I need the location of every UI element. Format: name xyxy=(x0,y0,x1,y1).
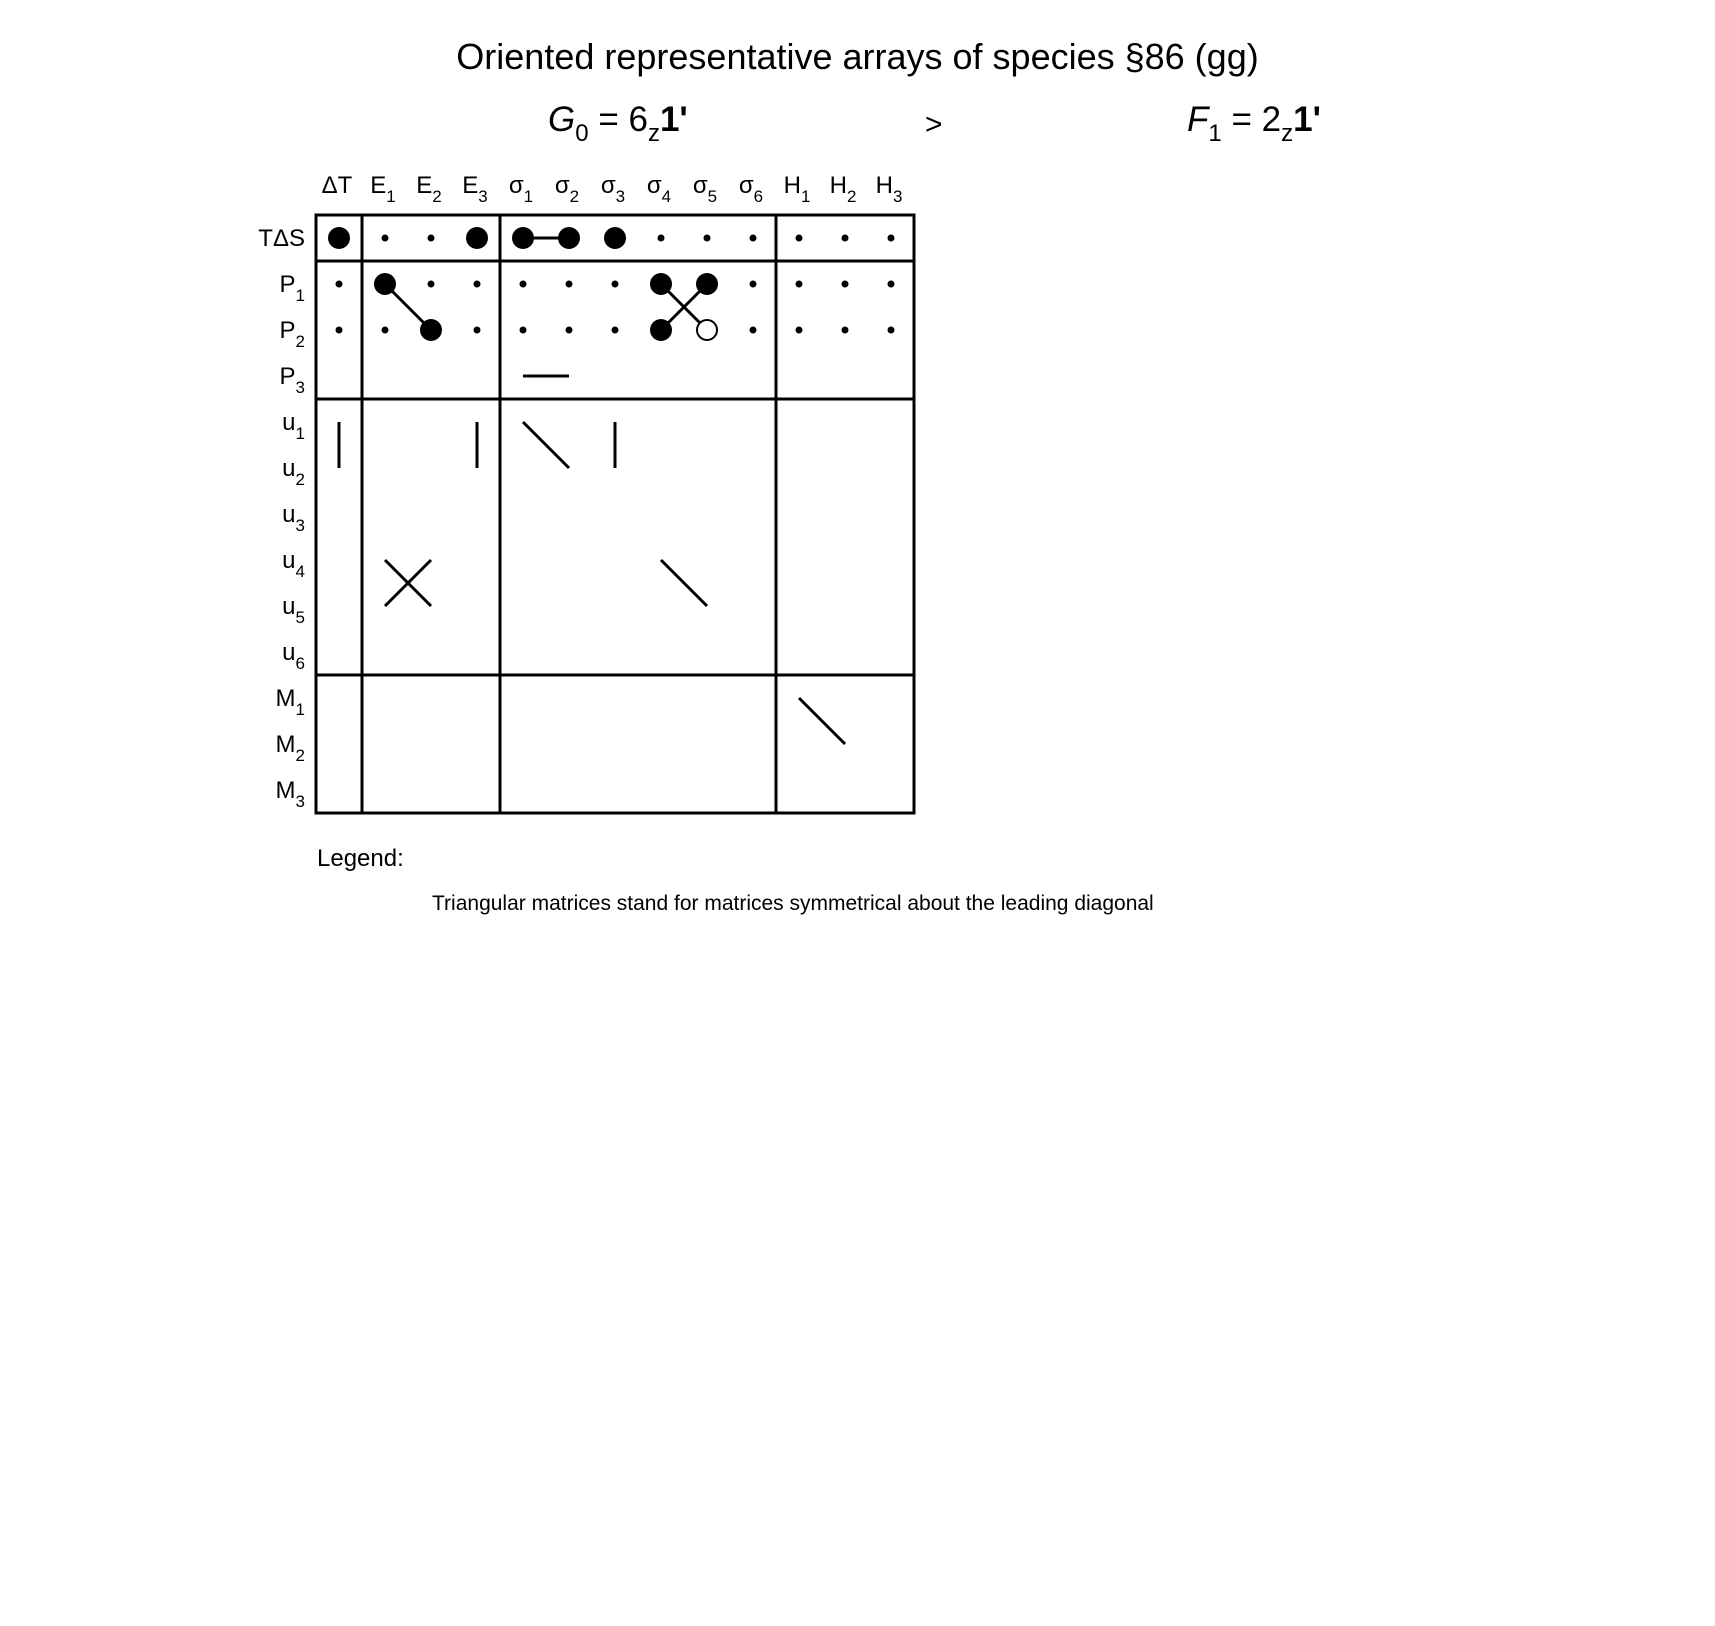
nonzero-dot xyxy=(512,227,534,249)
zero-dot xyxy=(842,327,849,334)
column-header-left: $H_1$ xyxy=(783,172,811,206)
row-header: TΔS xyxy=(258,225,305,252)
group-right-symbol: F xyxy=(1187,100,1209,139)
row-header: $u_2$ xyxy=(282,455,305,489)
nonzero-dot xyxy=(650,319,672,341)
row-header: $u_6$ xyxy=(282,639,305,673)
column-header-left: $E_2$ xyxy=(416,172,442,206)
nonzero-dot xyxy=(374,273,396,295)
zero-dot xyxy=(796,235,803,242)
row-header: $u_5$ xyxy=(282,593,305,627)
group-left-equation: = 6 xyxy=(588,100,648,139)
zero-dot xyxy=(474,281,481,288)
zero-dot xyxy=(796,281,803,288)
nonzero-dot xyxy=(558,227,580,249)
nonzero-dot xyxy=(650,273,672,295)
row-header: $P_1$ xyxy=(279,271,305,305)
zero-dot xyxy=(520,281,527,288)
zero-dot xyxy=(428,235,435,242)
column-header-left: $E_1$ xyxy=(370,172,396,206)
column-header-left: $\sigma_4$ xyxy=(646,172,672,206)
group-left-subscript: 0 xyxy=(575,120,589,147)
page-title: Oriented representative arrays of species §86 (gg) xyxy=(456,36,1259,77)
column-header-left: $\sigma_6$ xyxy=(738,172,764,206)
zero-dot xyxy=(612,281,619,288)
group-right-subscript: 1 xyxy=(1208,120,1222,147)
group-right-equation: = 2 xyxy=(1221,100,1282,139)
nonzero-dot xyxy=(696,273,718,295)
nonzero-dot xyxy=(328,227,350,249)
zero-dot xyxy=(520,327,527,334)
group-left-z: z xyxy=(647,120,660,147)
equal-link xyxy=(661,560,707,606)
row-header: $u_3$ xyxy=(282,501,305,535)
separator-symbol: > xyxy=(925,108,943,141)
column-header-left: $\sigma_3$ xyxy=(600,172,626,206)
row-header: $P_2$ xyxy=(279,317,305,351)
zero-dot xyxy=(658,235,665,242)
column-header-left: $H_3$ xyxy=(875,172,903,206)
zero-dot xyxy=(750,281,757,288)
row-header: $M_2$ xyxy=(275,731,305,765)
zero-dot xyxy=(566,327,573,334)
nonzero-dot xyxy=(420,319,442,341)
column-header-left: $\sigma_5$ xyxy=(692,172,718,206)
open-dot xyxy=(697,320,717,340)
zero-dot xyxy=(750,235,757,242)
row-header: $P_3$ xyxy=(279,363,305,397)
zero-dot xyxy=(796,327,803,334)
legend-title: Legend: xyxy=(317,845,404,872)
zero-dot xyxy=(566,281,573,288)
zero-dot xyxy=(382,235,389,242)
zero-dot xyxy=(336,327,343,334)
zero-dot xyxy=(382,327,389,334)
zero-dot xyxy=(336,281,343,288)
zero-dot xyxy=(428,281,435,288)
zero-dot xyxy=(888,281,895,288)
zero-dot xyxy=(612,327,619,334)
equal-link xyxy=(523,422,569,468)
column-header-left: $\sigma_2$ xyxy=(554,172,580,206)
row-header: $u_1$ xyxy=(282,409,305,443)
column-header-left: ΔT xyxy=(321,172,353,199)
row-header: $u_4$ xyxy=(282,547,305,581)
zero-dot xyxy=(750,327,757,334)
zero-dot xyxy=(888,235,895,242)
zero-dot xyxy=(704,235,711,242)
zero-dot xyxy=(842,281,849,288)
column-header-left: $H_2$ xyxy=(829,172,857,206)
nonzero-dot xyxy=(604,227,626,249)
column-header-left: $\sigma_1$ xyxy=(508,172,534,206)
zero-dot xyxy=(888,327,895,334)
zero-dot xyxy=(474,327,481,334)
group-right-tail: 1' xyxy=(1293,100,1321,139)
row-header: $M_3$ xyxy=(275,777,305,811)
legend-note: Triangular matrices stand for matrices symmetrical about the leading diagonal xyxy=(432,892,1154,915)
group-left-symbol: G xyxy=(548,100,576,139)
zero-dot xyxy=(842,235,849,242)
row-header: $M_1$ xyxy=(275,685,305,719)
equal-link xyxy=(799,698,845,744)
group-right-z: z xyxy=(1281,120,1294,147)
nonzero-dot xyxy=(466,227,488,249)
column-header-left: $E_3$ xyxy=(462,172,488,206)
matrix-left xyxy=(316,215,914,813)
group-left-tail: 1' xyxy=(659,100,688,139)
